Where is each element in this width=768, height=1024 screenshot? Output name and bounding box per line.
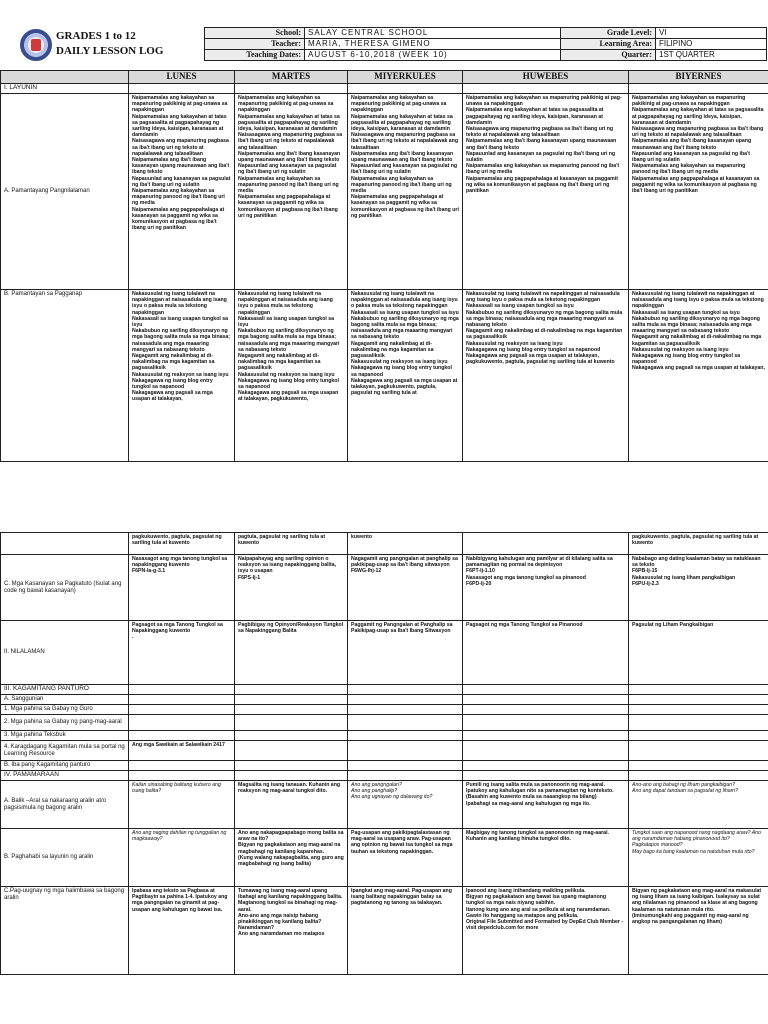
cell-text: Nasasagot ang mga tanong tungkol sa napakinggang kuwento F6PN-Ia-g-3.1 [132,556,228,575]
grade-value: VI [656,28,767,39]
cell-a-miyerkules [348,94,463,290]
cell-a-huwebes [463,94,629,290]
cell-n-martes [235,621,348,685]
row-label-gabay-mag-aaral: 2. Mga pahina sa Gabay ng pang-mag-aaral [1,715,129,731]
cell-b-miyerkules [348,290,463,462]
header-info-table [204,27,767,61]
cell-text: Nakasusulat ng isang tula/awit na napakinggan at naisasadula ang isang isyu o paksa mula sa tekstong napakinggan Nakasasali sa isang usapan tungkol sa isyu Nakabubuo ng sariling diksyunaryo ng mga bagong salita mula sa mga binasa; naisasadula ang mga maaaring mangyari sa nabasang teksto Nagagamit ang nakalimbag at di-nakalimbag na mga kagamitan sa pagsasaliksik Nakasusulat ng reaksyon sa isang isyu Nakagagawa ng isang blog entry tungkol sa napanood Nakagagawa ang pagsali sa mga usapan at talakayan, [632,291,765,372]
cell-text: Nakasusulat ng isang tula/awit na napakinggan at naisasadula ang isang isyu o paksa mula sa tekstong napakinggan Nakasasali sa isang usapan tungkol sa isyu Nakabubuo ng sariling diksyunaryo ng mga bagong salita mula sa mga binasa; naisasadula ang mga maaaring mangyari sa nabasang teksto Nagagamit ang nakalimbag at di-nakalimbag na mga kagamitan sa pagsasaliksik Nakasusulat ng reaksyon sa isang isyu Nakagagawa ng isang blog entry tungkol sa napanood Nakagagawa ang pagsali sa mga usapan at talakayan, pagkukuwento, [238,291,340,403]
cell-text: Nabibigyang kahulugan ang pamilyar at di kilalang salita sa pamamagitan ng pormal na depinisyon F6PT-Ij-1.10 Nasasagot ang mga tanong tungkol sa pinanood F6PD-Ij-20 [466,556,613,587]
cell-n-huwebes [463,621,629,685]
cell-text: Pagbibigay ng Opinyon/Reaksyon Tungkol sa Napakinggang Balita [238,622,344,635]
cell-text: Pumili ng isang salita mula sa panonoorin ng mag-aaral. Ipatukoy ang kahulugan nito sa pamamagitan ng konteksto. (Basahin ang kuwento mula sa naaangkop na bilang) Ipabahagi sa mag-aaral ang kahulugan ng mga ito. [466,782,614,807]
row-label-paghahabi: B. Paghahabi sa layunin ng aralin [1,829,129,887]
cell-text: Nakasusulat ng isang tula/awit na napakinggan at naisasadula ang isang isyu o paksa mula sa tekstong napakinggan Nakasasali sa isang usapan tungkol sa isyu Nakabubuo ng sariling diksyunaryo ng mga bagong salita mula sa mga binasa; naisasadula ang mga maaaring mangyari sa nabasang teksto Nagagamit ang nakalimbag at di-nakalimbag na mga kagamitan sa pagsasaliksik Nakasusulat ng reaksyon sa isang isyu Nakagagawa ng isang blog entry tungkol sa napanood Nakagagawa ang pagsali sa mga usapan at talakayan, pagkukuwento, pagtula, pagsulat ng sariling tula at [351,291,459,397]
cell-b2-martes [235,829,348,887]
day-header-biyernes: BIYERNES [629,71,768,84]
header-title-line2: DAILY LESSON LOG [56,45,164,57]
day-header-miyerkules: MIYERKULES [348,71,463,84]
cell-text: Magbigay ng tanong tungkol sa panonoorin ng mag-aaral. Kuhanin ang kanilang hinuha tungkol dito. [466,830,609,843]
cell-text: Nababago ang dating kaalaman batay sa natuklasan sa teksto F6PB-Ij-15 Nakasusulat ng isang liham pangkaibigan F6PU-Ij-2.3 [632,556,761,587]
row-label-pamantayan-sa-pagganap: B. Pamantayan sa Pagganap [1,290,129,462]
teacher-value: MARIA, THERESA GIMENO [305,39,561,50]
row-label-pag-uugnay: C.Pag-uugnay ng mga halimbawa sa bagong aralin [1,887,129,975]
row-label-learning-resource: 4. Karagdagang Kagamitan mula sa portal ng Learning Resource [1,741,129,761]
row-nilalaman [1,621,768,685]
cell-a-biyernes [629,94,768,290]
cell-lr-martes [235,741,348,761]
cell-c2-miyerkules [348,887,463,975]
section-label-layunin: I. LAYUNIN [1,84,129,94]
cell-b-martes [235,290,348,462]
teacher-label: Teacher: [205,39,305,50]
cell-text: Naipapahayag ang sariling opinion o reaksyon sa isang napakinggang balita, isyu o usapan F6PS-Ij-1 [238,556,337,581]
cell-balik-huwebes [463,781,629,829]
cell-text: Ipabasa ang teksto sa Pagbasa at Pagtibayin sa pahina 1-4. Ipatukoy ang mga pangngalan na ginamit at pag-usapan ang kahulugan ng bawat isa. [132,888,228,913]
quarter-label: Quarter: [561,50,656,61]
row-label-continuation [1,533,129,555]
cell-c-huwebes [463,555,629,621]
row-paghahabi [1,829,768,887]
cell-text: Bigyan ng pagkakataon ang mag-aaral na makasulat ng isang liham sa isang kaibigan. Isalaysay sa sulat ang nilalaman ng pinanood sa klase at ang bagong kaalaman na natutunan mula rito. (Iminumungkahi ang paggamit ng mag-aaral ng angkop na pangangalanan ng liham) [632,888,762,926]
cell-text: Naipamamalas ang kakayahan sa mapanuring pakikinig at pag-unawa sa napakinggan Naipamamalas ang kakayahan at tatas sa pagsasalita at pagpapahayag ng sariling ideya, kaisipan, karanasan at damdamin Naisasagawa ang mapanuring pagbasa sa iba't ibang uri ng teksto at napalalawak ang talasalitaan Naipamamalas ang iba't ibang kasanayan upang maunawaan ang iba't ibang teksto Napauunlad ang kasanayan sa pagsulat ng iba't ibang uri ng sulatin Naipamamalas ang kakayahan sa mapanuring panood ng iba't ibang uri ng media Naipamamalas ang pagpapahalaga at kasanayan sa paggamit ng wika sa komunikasyon at pagbasa ng iba't ibang uri ng panitikan [466,95,622,195]
cell-balik-martes [235,781,348,829]
row-label-nilalaman: II. NILALAMAN [1,621,129,685]
row-label-balik-aral: A. Balik –Aral sa nakaraang aralin at/o pagsisimula ng bagong aralin [1,781,129,829]
row-label-teksbuk: 3. Mga pahina Teksbuk [1,731,129,741]
cell-b-biyernes [629,290,768,462]
row-pag-uugnay [1,887,768,975]
page-gap [0,470,768,530]
cell-text: Naipamamalas ang kakayahan sa mapanuring pakikinig at pag-unawa sa napakinggan Naipamamalas ang kakayahan at tatas sa pagsasalita at pagpapahayag ng sariling ideya, kaisipan, karanasan at damdamin Naisasagawa ang mapanuring pagbasa sa iba't ibang uri ng teksto at napalalawak ang talasalitaan Naipamamalas ang iba't ibang kasanayan upang maunawaan ang iba't ibang teksto Napauunlad ang kasanayan sa pagsulat ng iba't ibang uri ng sulatin Naipamamalas ang kakayahan sa mapanuring panood ng iba't ibang uri ng media Naipamamalas ang pagpapahalaga at kasanayan sa paggamit ng wika sa komunikasyon at pagbasa ng iba't ibang uri ng panitikan [132,95,231,232]
row-label-iba-pang-kagamitan: B. Iba pang Kagamitang panturo [1,761,129,771]
cell-b-lunes [129,290,235,462]
cell-c2-biyernes [629,887,768,975]
row-label-kasanayan: C. Mga Kasanayan sa Pagkatuto (Isulat ang code ng bawat kasanayan) [1,555,129,621]
section-row-pamamaraan [1,771,768,781]
day-header-huwebes: HUWEBES [463,71,629,84]
dates-label: Teaching Dates: [205,50,305,61]
cell-text: Ano ang pangngalan? Ano ang panghalip? Ano ang ugnayan ng dalawang ito? [351,782,433,801]
cell-text: Nakasusulat ng isang tula/awit na napakinggan at naisasadula ang isang isyu o paksa mula sa tekstong napakinggan Nakasasali sa isang usapan tungkol sa isyu Nakabubuo ng sariling diksyunaryo ng mga bagong salita mula sa mga binasa; naisasadula ang mga maaaring mangyari sa nabasang teksto Nagagamit ang nakalimbag at di-nakalimbag na mga kagamitan sa pagsasaliksik Nakasusulat ng reaksyon sa isang isyu Nakagagawa ng isang blog entry tungkol sa napanood Nakagagawa ang pagsali sa mga usapan at talakayan, [132,291,231,403]
cell-text: Pag-usapan ang pakikipagtalastasan ng mag-aaral sa usapang araw. Pag-usapan ang opinion ng bawat isa tungkol sa mga tauhan sa tekstong napakinggan. [351,830,453,855]
cell-text: Ipanood ang isang inihandang maikling pelikula. Bigyan ng pagkakataon ang bawat isa upang magtanong tungkol sa mga nais niyang sabihin. Itanong kung ano ang aral sa pelikula at ang naramdaman. Gawin ito hanggang sa matapos ang pelikula. Original File Submitted and Formatted by DepEd Club Member - visit depedclub.com for more [466,888,624,932]
cell-text: Ano-ano ang bahagi ng liham pangkaibigan? Ano ang dapat tandaan sa pagsulat ng liham? [632,782,738,795]
cell-text: Pagsagot sa mga Tanong Tungkol sa Napakinggang kuwento . [132,622,223,641]
row-gabay-mag-aaral [1,715,768,731]
section-row-kagamitan [1,685,768,695]
header-title-line1: GRADES 1 to 12 [56,30,136,42]
cell-b-huwebes [463,290,629,462]
cell-text: Paggamit ng Pangngalan at Panghalip sa Pakikipag-usap sa Iba't Ibang Sitwasyon [351,622,453,635]
cell-c2-huwebes [463,887,629,975]
cell-b2-lunes [129,829,235,887]
row-gabay-guro [1,705,768,715]
page-two [0,530,768,1024]
row-continuation [1,533,768,555]
row-kasanayan-sa-pagkatuto [1,555,768,621]
day-header-martes: MARTES [235,71,348,84]
cell-text: Magsalita ng isang tanauan. Kuhanin ang reaksyon ng mag-aaral tungkol dito. [238,782,341,795]
cell-cont-lunes: pagkukuwento, pagtula, pagsulat ng sariling tula at kuwento [129,533,235,555]
cell-lr-biyernes [629,741,768,761]
cell-text: Naipamamalas ang kakayahan sa mapanuring pakikinig at pag-unawa sa napakinggan Naipamamalas ang kakayahan at tatas sa pagsasalita at pagpapahayag ng sariling ideya, kaisipan, karanasan at damdamin Naisasagawa ang mapanuring pagbasa sa iba't ibang uri ng teksto at napalalawak ang talasalitaan Naipamamalas ang iba't ibang kasanayan upang maunawaan ang iba't ibang teksto Napauunlad ang kasanayan sa pagsulat ng iba't ibang uri ng sulatin Naipamamalas ang kakayahan sa mapanuring panood ng iba't ibang uri ng media Naipamamalas ang pagpapahalaga at kasanayan sa paggamit ng wika sa komunikasyon at pagbasa ng iba't ibang uri ng panitikan [632,95,764,195]
cell-cont-biyernes: pagkukuwento, pagtula, pagsulat ng sariling tula at kuwento [629,533,768,555]
cell-lr-lunes: Ang mga Sawikain at Salawikain 2417 [129,741,235,761]
row-label-sanggunian: A. Sanggunian [1,695,129,705]
cell-c-miyerkules [348,555,463,621]
cell-b2-huwebes [463,829,629,887]
cell-text: Pagsulat ng Liham Pangkaibigan [632,622,714,628]
cell-c-martes [235,555,348,621]
area-label: Learning Area: [561,39,656,50]
cell-b2-biyernes [629,829,768,887]
row-label-pamantayang-pangnilalaman: A. Pamantayang Pangnilalaman [1,94,129,290]
school-value: SALAY CENTRAL SCHOOL [305,28,561,39]
cell-cont-martes: pagtula, pagsulat ng sariling tula at kuwento [235,533,348,555]
days-header-row [1,71,768,84]
row-sanggunian [1,695,768,705]
cell-text: Pagsagot ng mga Tanong Tungkol sa Pinanood [466,622,583,628]
header-title [56,29,163,59]
cell-text: Kailan sinasabing balitang kutsero ang isang balita? [132,782,221,795]
cell-n-miyerkules [348,621,463,685]
row-balik-aral [1,781,768,829]
cell-text: Tungkol saan ang napanood nang nagdaang araw? Ano ang naramdaman habang pinanonood ito? Pagkatapos manood? May bago ka bang kaalaman na natutuhan mula rito? [632,830,761,855]
row-learning-resource [1,741,768,761]
row-label-gabay-guro: 1. Mga pahina sa Gabay ng Guro [1,705,129,715]
grade-label: Grade Level: [561,28,656,39]
cell-n-lunes [129,621,235,685]
section-label-pamamaraan: IV. PAMAMARAAN [1,771,129,781]
cell-text: Ano ang nakapagpapabago mong balita sa araw na ito? Bigyan ng pagkakataon ang mag-aaral na magbahagi ng kanilang kaparehas. (Kung walang nakapagbalita, ang guro ang magbabahagi ng isang balita) [238,830,344,868]
cell-cont-miyerkules: kuwento [348,533,463,555]
cell-a-lunes [129,94,235,290]
page-one [0,0,768,470]
day-header-lunes: LUNES [129,71,235,84]
cell-c-biyernes [629,555,768,621]
dates-value: AUGUST 6-10,2018 (WEEK 10) [305,50,561,61]
cell-c2-lunes [129,887,235,975]
corner-cell [1,71,129,84]
cell-text: Ipangkat ang mag-aaral. Pag-usapan ang isang balitang napakinggan batay sa pagtatanong ng tanong sa talakayan. [351,888,452,907]
cell-c-lunes [129,555,235,621]
cell-lr-huwebes [463,741,629,761]
cell-text: Naipamamalas ang kakayahan sa mapanuring pakikinig at pag-unawa sa napakinggan Naipamamalas ang kakayahan at tatas sa pagsasalita at pagpapahayag ng sariling ideya, kaisipan, karanasan at damdamin Naisasagawa ang mapanuring pagbasa sa iba't ibang uri ng teksto at napalalawak ang talasalitaan Naipamamalas ang iba't ibang kasanayan upang maunawaan ang iba't ibang teksto Napauunlad ang kasanayan sa pagsulat ng iba't ibang uri ng sulatin Naipamamalas ang kakayahan sa mapanuring panood ng iba't ibang uri ng media Naipamamalas ang pagpapahalaga at kasanayan sa paggamit ng wika sa komunikasyon at pagbasa ng iba't ibang uri ng panitikan [351,95,459,219]
cell-b2-miyerkules [348,829,463,887]
cell-cont-huwebes [463,533,629,555]
school-label: School: [205,28,305,39]
row-pamantayan-sa-pagganap [1,290,768,462]
cell-balik-lunes [129,781,235,829]
row-iba-pang-kagamitan [1,761,768,771]
cell-a-martes [235,94,348,290]
cell-text: Nagagamit ang pangngalan at panghalip sa pakikipag-usap sa iba't ibang sitwasyon F6WG-Ihj-12 [351,556,458,575]
cell-balik-miyerkules [348,781,463,829]
cell-balik-biyernes [629,781,768,829]
cell-c2-martes [235,887,348,975]
lesson-table-page1 [0,70,768,462]
cell-lr-miyerkules [348,741,463,761]
cell-text: Naipamamalas ang kakayahan sa mapanuring pakikinig at pag-unawa sa napakinggan Naipamamalas ang kakayahan at tatas sa pagsasalita at pagpapahayag ng sariling ideya, kaisipan, karanasan at damdamin Naisasagawa ang mapanuring pagbasa sa iba't ibang uri ng teksto at napalalawak ang talasalitaan Naipamamalas ang iba't ibang kasanayan upang maunawaan ang iba't ibang teksto Napauunlad ang kasanayan sa pagsulat ng iba't ibang uri ng sulatin Naipamamalas ang kakayahan sa mapanuring panood ng iba't ibang uri ng media Naipamamalas ang pagpapahalaga at kasanayan sa paggamit ng wika sa komunikasyon at pagbasa ng iba't ibang uri ng panitikan [238,95,343,219]
row-pamantayang-pangnilalaman [1,94,768,290]
cell-n-biyernes [629,621,768,685]
cell-text: Tumawag ng isang mag-aaral upang ibahagi ang kanilang napakinggang balita. Magtanong tungkol sa binahagi ng mag-aaral. Ano-ano ang mga naisip habang pinakikinggan ng kanilang balita? Naramdaman? Ano ang naramdaman mo matapos [238,888,343,938]
area-value: FILIPINO [656,39,767,50]
deped-seal-icon [20,29,52,61]
lesson-table-page2 [0,532,768,975]
section-label-kagamitan: III. KAGAMITANG PANTURO [1,685,129,695]
section-row-layunin [1,84,768,94]
cell-text: Nakasusulat ng isang tula/awit na napakinggan at naisasadula ang isang isyu o paksa mula sa tekstong napakinggan Nakasasali sa isang usapan tungkol sa isyu Nakabubuo ng sariling diksyunaryo ng mga bagong salita mula sa mga binasa; naisasadula ang mga maaaring mangyari sa nabasang teksto Nagagamit ang nakalimbag at di-nakalimbag na mga kagamitan sa pagsasaliksik Nakasusulat ng reaksyon sa isang isyu Nakagagawa ng isang blog entry tungkol sa napanood Nakagagawa ang pagsali sa mga usapan at talakayan, pagkukuwento, pagtula, pagsulat ng sariling tula at kuwento [466,291,623,366]
row-teksbuk [1,731,768,741]
quarter-value: 1ST QUARTER [656,50,767,61]
cell-text: Ano ang naging dahilan ng tunggalian ng magkaaway? [132,830,227,843]
